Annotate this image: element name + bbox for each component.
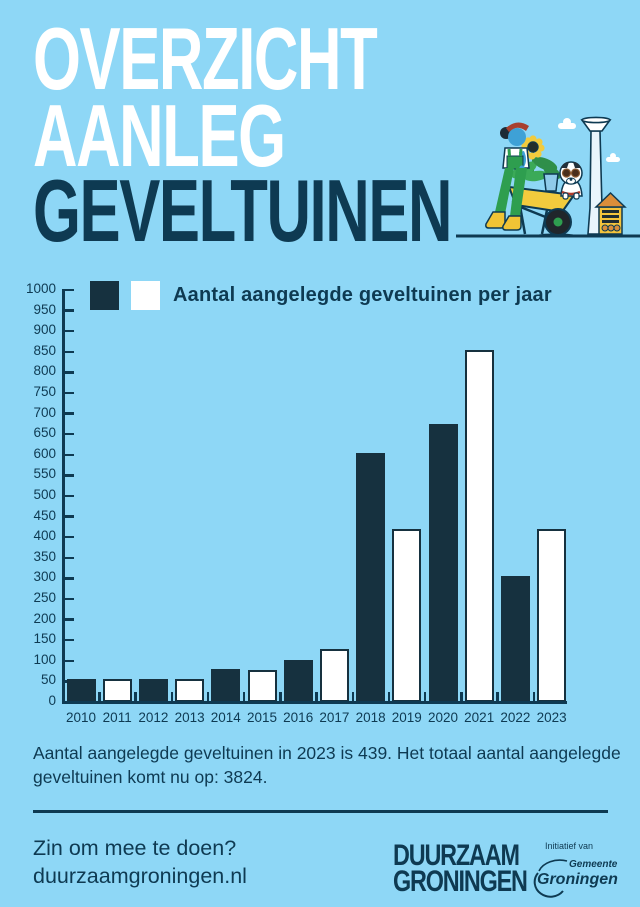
y-axis-label: 0 [48, 693, 56, 708]
x-axis-label: 2023 [536, 710, 567, 725]
gemeente-text-large: Groningen [537, 871, 618, 888]
y-axis-label: 600 [33, 445, 56, 461]
y-axis-label: 1000 [25, 281, 56, 296]
y-axis-tick [64, 433, 74, 436]
x-axis-label: 2022 [500, 710, 531, 725]
y-axis-tick [64, 660, 74, 663]
y-axis-tick [64, 371, 74, 374]
x-axis-tick [171, 692, 174, 701]
bar-2022 [501, 576, 530, 702]
x-axis-tick [315, 692, 318, 701]
gemeente-groningen-logo [533, 853, 637, 899]
x-axis-tick [279, 692, 282, 701]
x-axis-label: 2018 [355, 710, 386, 725]
page-title-line-2: AANLEG [33, 86, 285, 185]
page-title-line-1: OVERZICHT [33, 9, 377, 108]
y-axis-tick [64, 330, 74, 333]
y-axis-label: 850 [33, 342, 56, 358]
y-axis-label: 400 [33, 528, 56, 544]
x-axis-label: 2020 [427, 710, 459, 725]
duurzaam-groningen-logo [393, 839, 527, 899]
bar-2018 [356, 453, 385, 702]
bar-2014 [211, 669, 240, 702]
bar-2010 [67, 679, 96, 702]
bar-2023 [537, 529, 566, 702]
duurzaam-logo-line-2: GRONINGEN [393, 865, 527, 899]
y-axis-tick [64, 392, 74, 395]
y-axis-label: 800 [33, 363, 56, 379]
x-axis-tick [388, 692, 391, 701]
x-axis-label: 2016 [283, 710, 314, 725]
x-axis-label: 2010 [65, 710, 97, 725]
y-axis-label: 950 [33, 301, 56, 317]
x-axis-tick [496, 692, 499, 701]
y-axis-tick [64, 598, 74, 601]
summary-line-1: Aantal aangelegde geveltuinen in 2023 is 439. Het totaal aantal aangelegde [33, 743, 621, 763]
x-axis [62, 701, 567, 704]
duurzaam-logo-line-1: DUURZAAM [393, 839, 519, 872]
y-axis-label: 100 [33, 651, 56, 667]
bar-2020 [429, 424, 458, 702]
x-axis-label: 2011 [102, 710, 132, 725]
y-axis-tick [64, 515, 74, 518]
summary-line-2: geveltuinen komt nu op: 3824. [33, 766, 268, 787]
y-axis-label: 200 [33, 610, 56, 626]
x-axis-tick [424, 692, 427, 701]
website-url: duurzaamgroningen.nl [33, 864, 247, 888]
dog [560, 162, 582, 199]
x-axis-tick [243, 692, 246, 701]
y-axis-label: 650 [33, 425, 56, 441]
y-axis-label: 50 [40, 672, 56, 688]
footer-divider [33, 810, 608, 813]
y-axis-tick [64, 639, 74, 642]
y-axis-label: 250 [33, 590, 56, 605]
y-axis-label: 500 [33, 487, 56, 502]
bar-chart [25, 281, 578, 725]
bar-2016 [284, 660, 313, 702]
y-axis-tick [64, 454, 74, 457]
bar-2012 [139, 679, 168, 702]
x-axis-tick [460, 692, 463, 701]
gardener-wheelbarrow-illustration [448, 112, 640, 250]
x-axis-label: 2019 [391, 710, 422, 725]
bar-2017 [320, 649, 349, 702]
bar-2019 [392, 529, 421, 702]
x-axis-label: 2017 [319, 710, 350, 725]
bar-2011 [103, 679, 132, 702]
y-axis-label: 350 [33, 548, 56, 564]
y-axis-tick [64, 557, 74, 560]
bar-2015 [248, 670, 277, 702]
bar-2013 [175, 679, 204, 702]
y-axis-label: 300 [33, 569, 56, 585]
x-axis-tick [134, 692, 137, 701]
y-axis-label: 150 [33, 631, 56, 647]
cta-text: Zin om mee te doen? [33, 836, 237, 860]
x-axis-label: 2014 [210, 710, 241, 725]
y-axis-tick [64, 309, 74, 312]
chart-title: Aantal aangelegde geveltuinen per jaar [173, 284, 552, 306]
page-title-line-3: GEVELTUINEN [33, 161, 452, 260]
y-axis-tick [64, 289, 74, 292]
y-axis-tick [64, 351, 74, 354]
y-axis-tick [64, 412, 74, 415]
y-axis-label: 900 [33, 322, 56, 338]
x-axis-label: 2021 [464, 710, 495, 725]
y-axis-tick [64, 618, 74, 621]
x-axis-tick [98, 692, 101, 701]
y-axis-tick [64, 577, 74, 580]
y-axis-label: 700 [33, 404, 56, 420]
gemeente-text-small: Gemeente [569, 859, 618, 870]
x-axis-tick [207, 692, 210, 701]
bar-2021 [465, 350, 494, 702]
x-axis-tick [533, 692, 536, 701]
y-axis-tick [64, 536, 74, 539]
y-axis-label: 750 [33, 384, 56, 399]
y-axis-tick [64, 474, 74, 477]
x-axis-label: 2015 [246, 710, 278, 725]
x-axis-tick [352, 692, 355, 701]
y-axis-label: 450 [33, 507, 56, 523]
summary-text [33, 742, 621, 789]
x-axis-label: 2012 [138, 710, 169, 725]
y-axis-tick [64, 495, 74, 498]
x-axis-label: 2013 [174, 710, 205, 725]
y-axis-label: 550 [33, 466, 56, 482]
initiative-label: Initiatief van [545, 841, 594, 851]
